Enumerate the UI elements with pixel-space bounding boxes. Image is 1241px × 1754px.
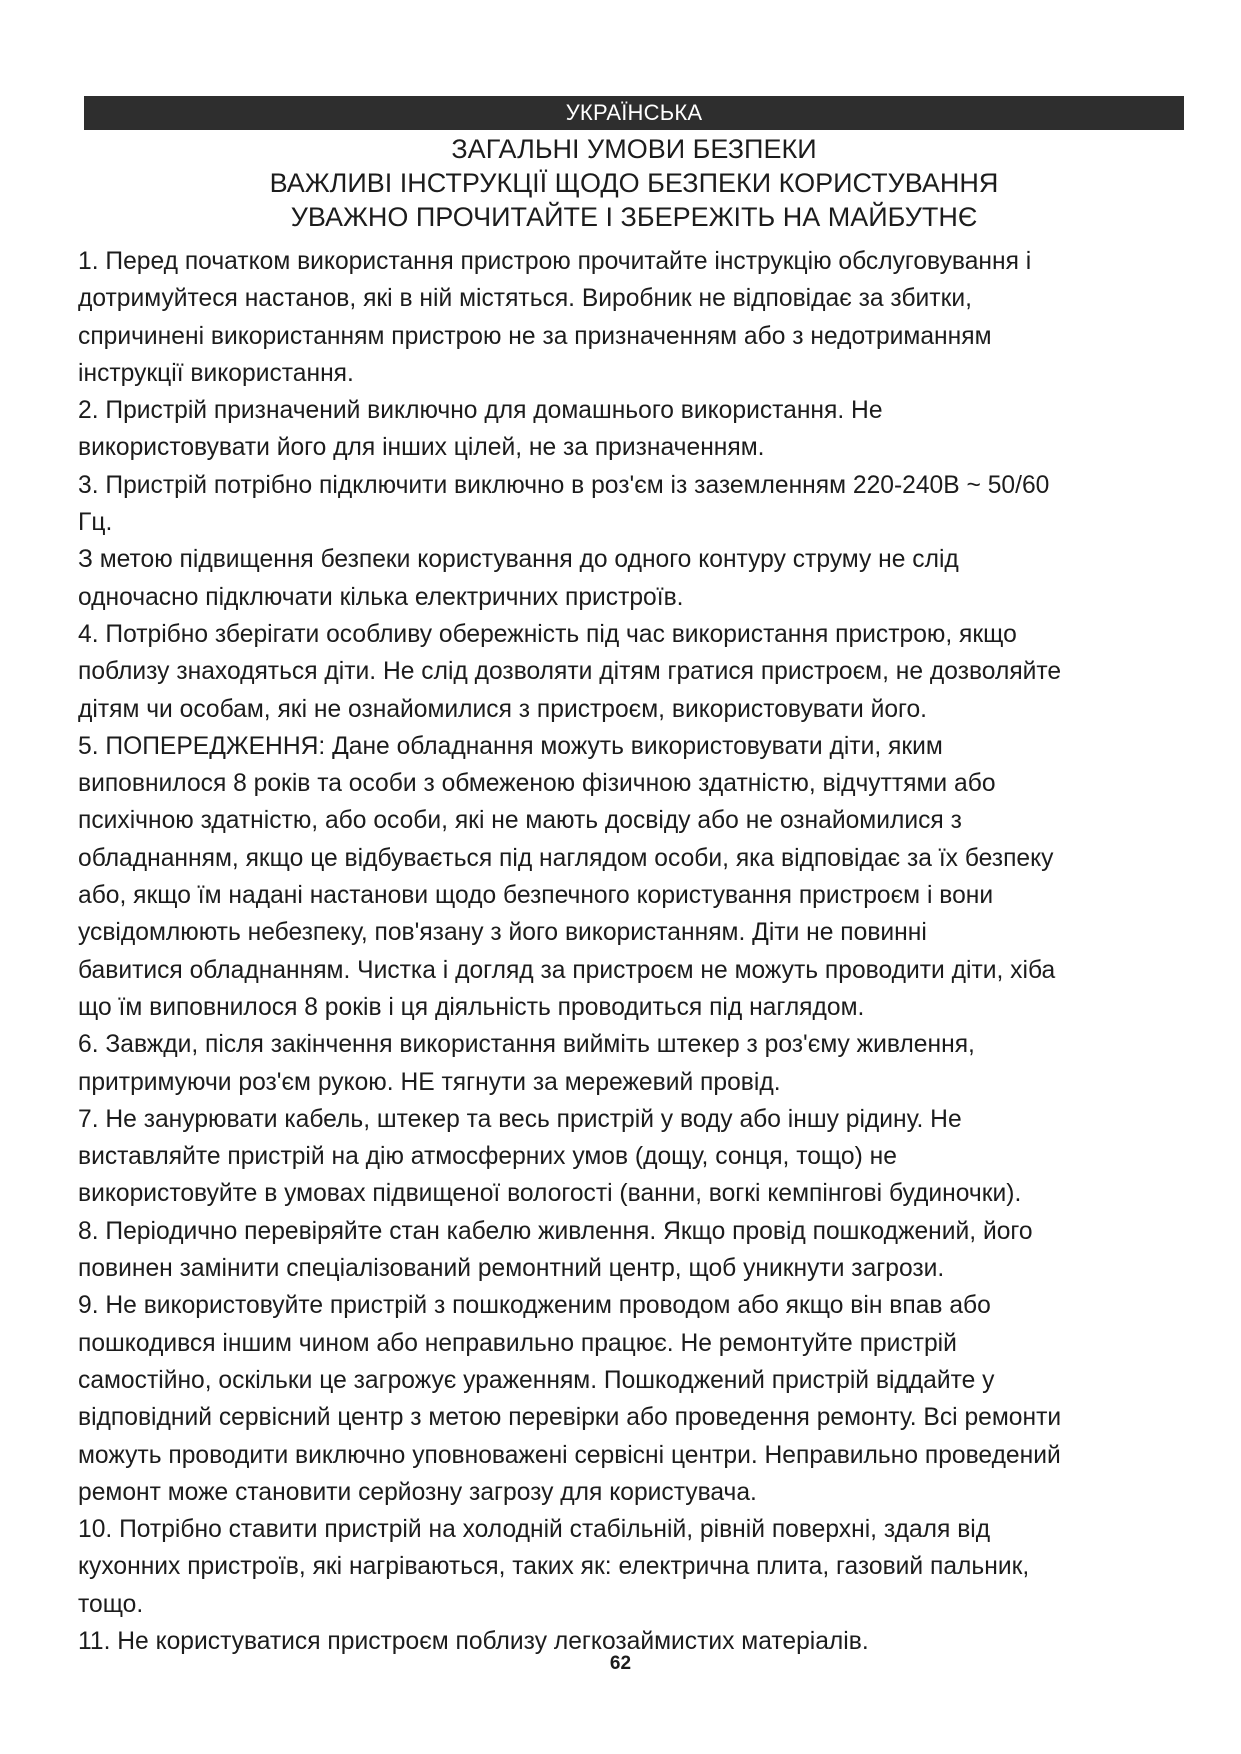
instruction-line: 5. ПОПЕРЕДЖЕННЯ: Дане обладнання можуть використовувати діти, яким bbox=[78, 731, 943, 760]
instruction-line: відповідний сервісний центр з метою перевірки або проведення ремонту. Всі ремонти bbox=[78, 1403, 1062, 1432]
instruction-line: 9. Не використовуйте пристрій з пошкодженим проводом або якщо він впав або bbox=[78, 1291, 991, 1320]
instruction-line: одночасно підключати кілька електричних пристроїв. bbox=[78, 582, 684, 611]
instruction-line: усвідомлюють небезпеку, пов'язану з його використанням. Діти не повинні bbox=[78, 918, 927, 947]
heading-line-important-instructions: ВАЖЛИВІ ІНСТРУКЦІЇ ЩОДО БЕЗПЕКИ КОРИСТУВАННЯ bbox=[269, 168, 999, 198]
instruction-paragraph bbox=[78, 1511, 1152, 1623]
instruction-line: використовуйте в умовах підвищеної вологості (ванни, вогкі кемпінгові будиночки). bbox=[78, 1179, 1022, 1208]
instruction-line: обладнанням, якщо це відбувається під наглядом особи, яка відповідає за їх безпеку bbox=[78, 843, 1054, 872]
instruction-line: дотримуйтеся настанов, які в ній містяться. Виробник не відповідає за збитки, bbox=[78, 284, 972, 313]
instruction-paragraph bbox=[78, 392, 1152, 467]
document-heading bbox=[84, 132, 1184, 234]
instruction-line: що їм виповнилося 8 років і ця діяльність проводиться під наглядом. bbox=[78, 992, 865, 1021]
instruction-line: 6. Завжди, після закінчення використання вийміть штекер з роз'єму живлення, bbox=[78, 1030, 975, 1059]
language-section-bar: УКРАЇНСЬКА bbox=[84, 96, 1184, 130]
instruction-paragraph bbox=[78, 616, 1152, 728]
instruction-line: пошкодився іншим чином або неправильно працює. Не ремонтуйте пристрій bbox=[78, 1328, 957, 1357]
instruction-line: бавитися обладнанням. Чистка і догляд за пристроєм не можуть проводити діти, хіба bbox=[78, 955, 1056, 984]
instruction-line: 3. Пристрій потрібно підключити виключно в роз'єм із заземленням 220-240В ~ 50/60 bbox=[78, 470, 1050, 499]
instruction-line: З метою підвищення безпеки користування до одного контуру струму не слід bbox=[78, 545, 959, 574]
instruction-line: притримуючи роз'єм рукою. НЕ тягнути за мережевий провід. bbox=[78, 1067, 781, 1096]
instruction-line: ремонт може становити серйозну загрозу для користувача. bbox=[78, 1477, 757, 1506]
instruction-paragraph bbox=[78, 1026, 1152, 1101]
heading-line-general-safety: ЗАГАЛЬНІ УМОВИ БЕЗПЕКИ bbox=[451, 134, 817, 164]
instruction-line: поблизу знаходяться діти. Не слід дозволяти дітям гратися пристроєм, не дозволяйте bbox=[78, 657, 1062, 686]
instruction-line: 4. Потрібно зберігати особливу обережність під час використання пристрою, якщо bbox=[78, 619, 1017, 648]
safety-instructions-list bbox=[78, 243, 1152, 1660]
instruction-paragraph bbox=[78, 728, 1152, 1026]
instruction-line: психічною здатністю, або особи, які не мають досвіду або не ознайомилися з bbox=[78, 806, 962, 835]
instruction-line: 1. Перед початком використання пристрою прочитайте інструкцію обслуговування і bbox=[78, 247, 1032, 275]
instruction-line: 11. Не користуватися пристроєм поблизу легкозаймистих матеріалів. bbox=[78, 1626, 869, 1655]
instruction-paragraph bbox=[78, 1101, 1152, 1213]
instruction-line: можуть проводити виключно уповноважені сервісні центри. Неправильно проведений bbox=[78, 1440, 1061, 1469]
instruction-line: спричинені використанням пристрою не за призначенням або з недотриманням bbox=[78, 321, 992, 350]
instruction-paragraph bbox=[78, 541, 1152, 616]
instruction-line: Гц. bbox=[78, 508, 113, 537]
instruction-paragraph bbox=[78, 243, 1152, 392]
instruction-line: кухонних пристроїв, які нагріваються, таких як: електрична плита, газовий пальник, bbox=[78, 1552, 1030, 1581]
instruction-line: інструкції використання. bbox=[78, 358, 354, 387]
heading-line-read-and-keep: УВАЖНО ПРОЧИТАЙТЕ І ЗБЕРЕЖІТЬ НА МАЙБУТНЄ bbox=[290, 202, 978, 232]
instruction-line: виставляйте пристрій на дію атмосферних умов (дощу, сонця, тощо) не bbox=[78, 1142, 897, 1171]
instruction-line: 2. Пристрій призначений виключно для домашнього використання. Не bbox=[78, 396, 883, 425]
instruction-line: використовувати його для інших цілей, не за призначенням. bbox=[78, 433, 765, 462]
instruction-line: 7. Не занурювати кабель, штекер та весь пристрій у воду або іншу рідину. Не bbox=[78, 1104, 962, 1133]
instruction-line: 8. Періодично перевіряйте стан кабелю живлення. Якщо провід пошкоджений, його bbox=[78, 1216, 1033, 1245]
instruction-paragraph bbox=[78, 467, 1152, 542]
instruction-paragraph bbox=[78, 1213, 1152, 1288]
instruction-line: самостійно, оскільки це загрожує ураженням. Пошкоджений пристрій віддайте у bbox=[78, 1365, 995, 1394]
instruction-line: виповнилося 8 років та особи з обмеженою фізичною здатністю, відчуттями або bbox=[78, 769, 996, 798]
instruction-line: повинен замінити спеціалізований ремонтний центр, щоб уникнути загрози. bbox=[78, 1254, 945, 1283]
instruction-paragraph bbox=[78, 1287, 1152, 1511]
instruction-line: або, якщо їм надані настанови щодо безпечного користування пристроєм і вони bbox=[78, 881, 994, 910]
instruction-line: дітям чи особам, які не ознайомилися з пристроєм, використовувати його. bbox=[78, 694, 928, 723]
page-number: 62 bbox=[609, 1653, 632, 1674]
instruction-line: тощо. bbox=[78, 1589, 144, 1618]
instruction-line: 10. Потрібно ставити пристрій на холодній стабільній, рівній поверхні, здаля від bbox=[78, 1515, 991, 1544]
